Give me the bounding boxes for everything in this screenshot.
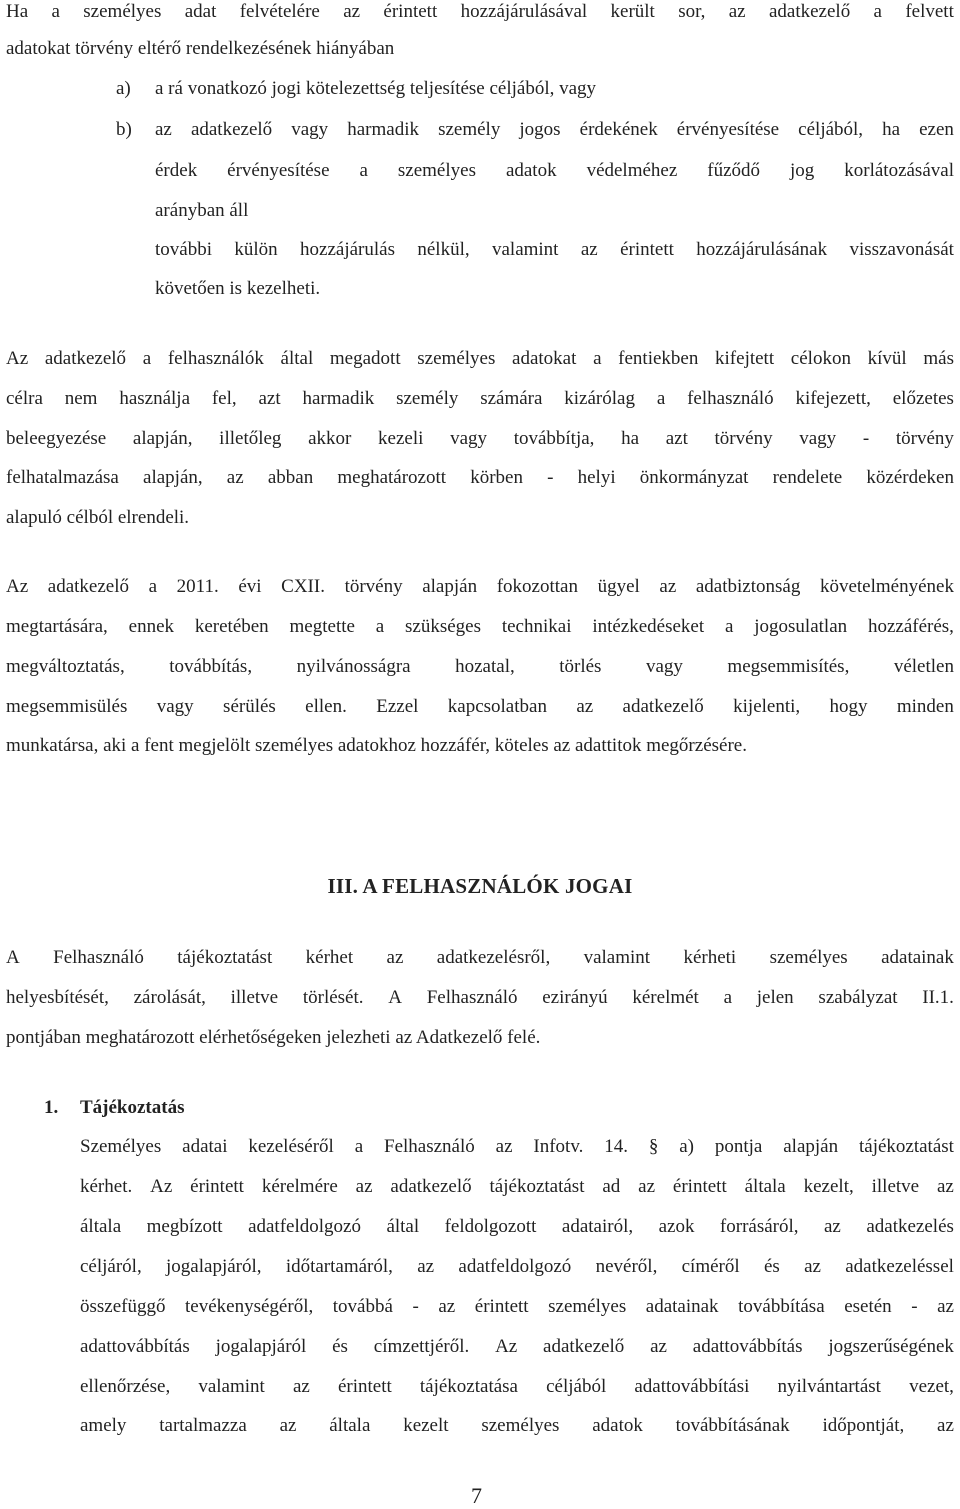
list-item-b-line: arányban áll	[155, 200, 249, 221]
text-line: megváltoztatás, továbbítás, nyilvánosságra hozatal, törlés vagy megsemmisítés, véletlen	[6, 656, 954, 677]
text-line: adatokat törvény eltérő rendelkezésének hiányában	[6, 38, 395, 59]
list-item-b-line: az adatkezelő vagy harmadik személy jogos érdekének érvényesítése céljából, ha ezen	[155, 119, 954, 140]
text-line: A Felhasználó tájékoztatást kérhet az adatkezelésről, valamint kérheti személyes adatainak	[6, 947, 954, 968]
text-line: Személyes adatai kezeléséről a Felhasználó az Infotv. 14. § a) pontja alapján tájékoztatást	[80, 1136, 954, 1157]
text-line: beleegyezése alapján, illetőleg akkor kezeli vagy továbbítja, ha azt törvény vagy - törvény	[6, 428, 954, 449]
text-line: kérhet. Az érintett kérelmére az adatkezelő tájékoztatást ad az érintett általa kezelt, illetve az	[80, 1176, 954, 1197]
text-line: adattovábbítás jogalapjáról és címzettjéről. Az adatkezelő az adattovábbítás jogszerűségének	[80, 1336, 954, 1357]
text-line: célra nem használja fel, azt harmadik személy számára kizárólag a felhasználó kifejezett, előzetes	[6, 388, 954, 409]
text-line: Az adatkezelő a felhasználók által megadott személyes adatokat a fentiekben kifejtett célokon kívül más	[6, 348, 954, 369]
list-label-a: a)	[116, 78, 131, 99]
text-line: helyesbítését, zárolását, illetve törlését. A Felhasználó ezirányú kérelmét a jelen szabályzat II.1.	[6, 987, 954, 1008]
text-line: Az adatkezelő a 2011. évi CXII. törvény alapján fokozottan ügyel az adatbiztonság követelményének	[6, 576, 954, 597]
text-line: követően is kezelheti.	[155, 278, 321, 299]
text-line: alapuló célból elrendeli.	[6, 507, 190, 528]
text-line: pontjában meghatározott elérhetőségeken jelezheti az Adatkezelő felé.	[6, 1027, 541, 1048]
text-line: összefüggő tevékenységéről, továbbá - az érintett személyes adatainak továbbítása esetén - az	[80, 1296, 954, 1317]
list-item-a: a rá vonatkozó jogi kötelezettség teljesítése céljából, vagy	[155, 78, 597, 99]
text-line: felhatalmazása alapján, az abban meghatározott körben - helyi önkormányzat rendelete közérdeken	[6, 467, 954, 488]
text-line: céljáról, jogalapjáról, időtartamáról, az adatfeldolgozó nevéről, címéről és az adatkezeléssel	[80, 1256, 954, 1277]
text-line: amely tartalmazza az általa kezelt személyes adatok továbbításának időpontját, az	[80, 1415, 954, 1436]
section-heading: III. A FELHASZNÁLÓK JOGAI	[327, 874, 633, 898]
text-line: ellenőrzése, valamint az érintett tájékoztatása céljából adattovábbítási nyilvántartást vezet,	[80, 1376, 954, 1397]
text-line: megsemmisülés vagy sérülés ellen. Ezzel kapcsolatban az adatkezelő kijelenti, hogy minden	[6, 696, 954, 717]
text-line: megtartására, ennek keretében megtette a szükséges technikai intézkedéseket a jogosulatlan hozzáférés,	[6, 616, 954, 637]
text-line: Ha a személyes adat felvételére az érintett hozzájárulásával került sor, az adatkezelő a felvett	[6, 1, 954, 22]
text-line: munkatársa, aki a fent megjelölt személyes adatokhoz hozzáfér, köteles az adattitok megőrzésére.	[6, 735, 747, 756]
item-number: 1.	[44, 1097, 59, 1118]
list-label-b: b)	[116, 119, 132, 140]
page-number: 7	[471, 1483, 482, 1508]
list-item-b-line: érdek érvényesítése a személyes adatok védelméhez fűződő jog korlátozásával	[155, 160, 954, 181]
text-line: általa megbízott adatfeldolgozó által feldolgozott adatairól, azok forrásáról, az adatkezelés	[80, 1216, 954, 1237]
item-title: Tájékoztatás	[80, 1097, 185, 1118]
text-line: további külön hozzájárulás nélkül, valamint az érintett hozzájárulásának visszavonását	[155, 239, 954, 260]
